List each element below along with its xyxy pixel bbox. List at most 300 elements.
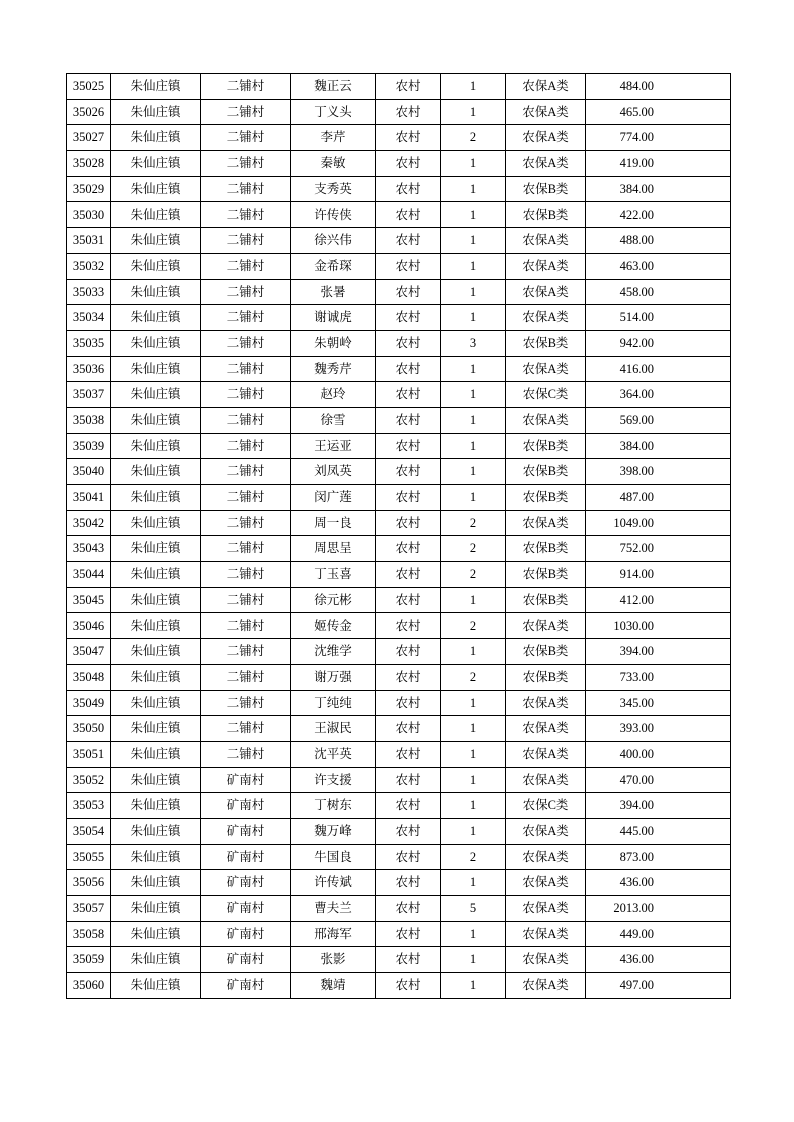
cell-village: 二铺村 [201,253,291,279]
cell-village: 矿南村 [201,767,291,793]
cell-amount: 394.00 [586,639,731,665]
cell-village: 二铺村 [201,99,291,125]
cell-amount: 449.00 [586,921,731,947]
table-row [67,202,731,228]
cell-id: 35038 [67,407,111,433]
cell-area-type: 农村 [376,279,441,305]
cell-amount: 497.00 [586,973,731,999]
cell-id: 35039 [67,433,111,459]
cell-town: 朱仙庄镇 [111,202,201,228]
cell-town: 朱仙庄镇 [111,510,201,536]
cell-amount: 364.00 [586,382,731,408]
cell-person-count: 1 [441,74,506,100]
cell-town: 朱仙庄镇 [111,330,201,356]
cell-person-name: 徐雪 [291,407,376,433]
cell-insurance-category: 农保A类 [506,356,586,382]
table-row [67,844,731,870]
cell-town: 朱仙庄镇 [111,973,201,999]
cell-village: 二铺村 [201,485,291,511]
cell-person-name: 魏秀芹 [291,356,376,382]
cell-person-name: 秦敏 [291,151,376,177]
cell-person-name: 邢海军 [291,921,376,947]
cell-town: 朱仙庄镇 [111,99,201,125]
cell-town: 朱仙庄镇 [111,639,201,665]
cell-village: 二铺村 [201,356,291,382]
cell-area-type: 农村 [376,74,441,100]
cell-village: 矿南村 [201,896,291,922]
cell-area-type: 农村 [376,793,441,819]
cell-town: 朱仙庄镇 [111,767,201,793]
cell-person-name: 徐元彬 [291,587,376,613]
table-row [67,382,731,408]
cell-person-name: 徐兴伟 [291,228,376,254]
cell-area-type: 农村 [376,716,441,742]
cell-town: 朱仙庄镇 [111,664,201,690]
cell-amount: 436.00 [586,870,731,896]
cell-area-type: 农村 [376,587,441,613]
cell-town: 朱仙庄镇 [111,690,201,716]
cell-town: 朱仙庄镇 [111,356,201,382]
cell-area-type: 农村 [376,356,441,382]
cell-person-count: 1 [441,151,506,177]
cell-village: 二铺村 [201,562,291,588]
cell-village: 矿南村 [201,947,291,973]
cell-area-type: 农村 [376,844,441,870]
cell-amount: 488.00 [586,228,731,254]
cell-person-name: 许传侠 [291,202,376,228]
cell-area-type: 农村 [376,562,441,588]
table-row [67,433,731,459]
cell-insurance-category: 农保C类 [506,382,586,408]
table-row [67,305,731,331]
table-row [67,587,731,613]
cell-village: 二铺村 [201,125,291,151]
table-row [67,921,731,947]
cell-person-name: 许传斌 [291,870,376,896]
table-row [67,176,731,202]
cell-person-name: 周思呈 [291,536,376,562]
table-row [67,818,731,844]
cell-person-count: 2 [441,664,506,690]
cell-id: 35027 [67,125,111,151]
cell-person-name: 丁义头 [291,99,376,125]
cell-area-type: 农村 [376,870,441,896]
table-row [67,279,731,305]
cell-amount: 398.00 [586,459,731,485]
cell-amount: 752.00 [586,536,731,562]
cell-id: 35056 [67,870,111,896]
cell-insurance-category: 农保B类 [506,485,586,511]
table-row [67,485,731,511]
cell-town: 朱仙庄镇 [111,613,201,639]
cell-area-type: 农村 [376,305,441,331]
cell-amount: 774.00 [586,125,731,151]
table-row [67,407,731,433]
cell-area-type: 农村 [376,818,441,844]
cell-amount: 873.00 [586,844,731,870]
cell-amount: 384.00 [586,433,731,459]
cell-amount: 394.00 [586,793,731,819]
cell-id: 35040 [67,459,111,485]
cell-insurance-category: 农保A类 [506,690,586,716]
cell-person-count: 1 [441,459,506,485]
cell-person-name: 朱朝岭 [291,330,376,356]
cell-town: 朱仙庄镇 [111,279,201,305]
cell-insurance-category: 农保A类 [506,767,586,793]
cell-id: 35051 [67,741,111,767]
cell-id: 35036 [67,356,111,382]
cell-person-count: 1 [441,176,506,202]
cell-insurance-category: 农保A类 [506,228,586,254]
cell-area-type: 农村 [376,99,441,125]
cell-insurance-category: 农保A类 [506,947,586,973]
cell-id: 35026 [67,99,111,125]
cell-amount: 484.00 [586,74,731,100]
cell-village: 二铺村 [201,176,291,202]
cell-id: 35048 [67,664,111,690]
cell-area-type: 农村 [376,741,441,767]
cell-person-count: 2 [441,536,506,562]
cell-id: 35047 [67,639,111,665]
cell-id: 35035 [67,330,111,356]
cell-village: 二铺村 [201,716,291,742]
cell-amount: 1030.00 [586,613,731,639]
cell-village: 二铺村 [201,305,291,331]
cell-area-type: 农村 [376,151,441,177]
cell-village: 二铺村 [201,459,291,485]
cell-town: 朱仙庄镇 [111,896,201,922]
cell-id: 35031 [67,228,111,254]
cell-amount: 569.00 [586,407,731,433]
cell-insurance-category: 农保C类 [506,793,586,819]
cell-person-name: 刘凤英 [291,459,376,485]
cell-id: 35030 [67,202,111,228]
cell-town: 朱仙庄镇 [111,125,201,151]
cell-insurance-category: 农保A类 [506,99,586,125]
cell-amount: 470.00 [586,767,731,793]
cell-amount: 465.00 [586,99,731,125]
cell-id: 35049 [67,690,111,716]
cell-area-type: 农村 [376,485,441,511]
cell-person-count: 1 [441,253,506,279]
cell-id: 35060 [67,973,111,999]
cell-insurance-category: 农保A类 [506,921,586,947]
cell-person-name: 曹夫兰 [291,896,376,922]
cell-person-name: 王运亚 [291,433,376,459]
cell-amount: 463.00 [586,253,731,279]
cell-person-name: 魏靖 [291,973,376,999]
cell-town: 朱仙庄镇 [111,253,201,279]
cell-town: 朱仙庄镇 [111,562,201,588]
cell-area-type: 农村 [376,947,441,973]
cell-insurance-category: 农保A类 [506,973,586,999]
cell-town: 朱仙庄镇 [111,459,201,485]
cell-area-type: 农村 [376,228,441,254]
cell-town: 朱仙庄镇 [111,716,201,742]
table-row [67,562,731,588]
table-row [67,228,731,254]
cell-insurance-category: 农保A类 [506,613,586,639]
cell-area-type: 农村 [376,767,441,793]
cell-town: 朱仙庄镇 [111,844,201,870]
cell-town: 朱仙庄镇 [111,485,201,511]
cell-town: 朱仙庄镇 [111,947,201,973]
cell-person-name: 魏正云 [291,74,376,100]
cell-person-name: 张影 [291,947,376,973]
cell-village: 二铺村 [201,279,291,305]
cell-insurance-category: 农保B类 [506,330,586,356]
cell-person-count: 1 [441,433,506,459]
cell-person-count: 1 [441,741,506,767]
cell-insurance-category: 农保B类 [506,536,586,562]
cell-insurance-category: 农保A类 [506,844,586,870]
cell-village: 二铺村 [201,330,291,356]
cell-person-count: 1 [441,947,506,973]
cell-village: 二铺村 [201,510,291,536]
cell-person-count: 1 [441,818,506,844]
table-row [67,716,731,742]
payment-table [66,73,731,999]
cell-amount: 458.00 [586,279,731,305]
cell-person-name: 丁玉喜 [291,562,376,588]
cell-amount: 384.00 [586,176,731,202]
cell-person-count: 1 [441,793,506,819]
cell-town: 朱仙庄镇 [111,407,201,433]
cell-village: 二铺村 [201,690,291,716]
table-row [67,125,731,151]
cell-person-name: 周一良 [291,510,376,536]
cell-person-name: 王淑民 [291,716,376,742]
cell-town: 朱仙庄镇 [111,151,201,177]
cell-person-count: 1 [441,639,506,665]
cell-insurance-category: 农保B类 [506,459,586,485]
cell-id: 35025 [67,74,111,100]
cell-person-name: 许支援 [291,767,376,793]
table-row [67,947,731,973]
cell-area-type: 农村 [376,613,441,639]
cell-town: 朱仙庄镇 [111,870,201,896]
cell-town: 朱仙庄镇 [111,536,201,562]
cell-amount: 416.00 [586,356,731,382]
cell-area-type: 农村 [376,510,441,536]
table-row [67,536,731,562]
cell-village: 二铺村 [201,639,291,665]
cell-person-count: 1 [441,587,506,613]
cell-id: 35033 [67,279,111,305]
table-row [67,459,731,485]
cell-person-name: 沈平英 [291,741,376,767]
cell-village: 矿南村 [201,844,291,870]
table-row [67,741,731,767]
cell-village: 二铺村 [201,382,291,408]
cell-person-count: 1 [441,921,506,947]
cell-person-count: 2 [441,613,506,639]
cell-area-type: 农村 [376,382,441,408]
cell-person-name: 牛国良 [291,844,376,870]
cell-village: 二铺村 [201,433,291,459]
cell-town: 朱仙庄镇 [111,818,201,844]
cell-area-type: 农村 [376,459,441,485]
cell-town: 朱仙庄镇 [111,921,201,947]
cell-amount: 1049.00 [586,510,731,536]
cell-town: 朱仙庄镇 [111,74,201,100]
cell-insurance-category: 农保B类 [506,202,586,228]
cell-area-type: 农村 [376,536,441,562]
cell-id: 35053 [67,793,111,819]
table-row [67,896,731,922]
cell-person-count: 2 [441,844,506,870]
cell-insurance-category: 农保B类 [506,433,586,459]
cell-person-count: 2 [441,510,506,536]
cell-area-type: 农村 [376,433,441,459]
cell-village: 二铺村 [201,151,291,177]
cell-village: 二铺村 [201,74,291,100]
cell-person-count: 1 [441,228,506,254]
cell-id: 35054 [67,818,111,844]
cell-town: 朱仙庄镇 [111,305,201,331]
cell-person-count: 1 [441,485,506,511]
cell-id: 35037 [67,382,111,408]
table-row [67,151,731,177]
cell-id: 35058 [67,921,111,947]
cell-insurance-category: 农保A类 [506,279,586,305]
cell-area-type: 农村 [376,407,441,433]
cell-insurance-category: 农保A类 [506,151,586,177]
cell-town: 朱仙庄镇 [111,433,201,459]
cell-person-count: 1 [441,202,506,228]
cell-town: 朱仙庄镇 [111,382,201,408]
cell-village: 二铺村 [201,202,291,228]
cell-insurance-category: 农保A类 [506,74,586,100]
cell-id: 35059 [67,947,111,973]
cell-person-name: 沈维学 [291,639,376,665]
cell-insurance-category: 农保A类 [506,407,586,433]
table-row [67,664,731,690]
cell-amount: 514.00 [586,305,731,331]
cell-area-type: 农村 [376,896,441,922]
cell-id: 35032 [67,253,111,279]
cell-village: 二铺村 [201,613,291,639]
cell-person-count: 5 [441,896,506,922]
table-row [67,870,731,896]
cell-insurance-category: 农保A类 [506,253,586,279]
cell-insurance-category: 农保A类 [506,870,586,896]
cell-amount: 436.00 [586,947,731,973]
cell-insurance-category: 农保B类 [506,176,586,202]
table-row [67,767,731,793]
table-row [67,253,731,279]
cell-person-name: 姬传金 [291,613,376,639]
table-row [67,74,731,100]
cell-insurance-category: 农保A类 [506,305,586,331]
cell-village: 二铺村 [201,536,291,562]
cell-id: 35052 [67,767,111,793]
cell-area-type: 农村 [376,176,441,202]
cell-insurance-category: 农保A类 [506,896,586,922]
cell-insurance-category: 农保A类 [506,510,586,536]
cell-person-count: 1 [441,716,506,742]
cell-id: 35045 [67,587,111,613]
table-row [67,613,731,639]
cell-amount: 419.00 [586,151,731,177]
cell-insurance-category: 农保B类 [506,562,586,588]
cell-id: 35046 [67,613,111,639]
cell-person-count: 1 [441,356,506,382]
cell-insurance-category: 农保A类 [506,125,586,151]
cell-village: 矿南村 [201,793,291,819]
cell-area-type: 农村 [376,639,441,665]
cell-insurance-category: 农保B类 [506,587,586,613]
cell-id: 35043 [67,536,111,562]
cell-amount: 2013.00 [586,896,731,922]
cell-amount: 914.00 [586,562,731,588]
cell-insurance-category: 农保B类 [506,639,586,665]
cell-id: 35028 [67,151,111,177]
cell-person-count: 1 [441,973,506,999]
cell-person-name: 谢诚虎 [291,305,376,331]
cell-id: 35055 [67,844,111,870]
cell-village: 矿南村 [201,921,291,947]
table-row [67,356,731,382]
cell-village: 二铺村 [201,741,291,767]
cell-person-name: 李芹 [291,125,376,151]
cell-town: 朱仙庄镇 [111,793,201,819]
cell-person-count: 1 [441,407,506,433]
cell-person-count: 1 [441,690,506,716]
document-page [66,73,731,999]
cell-person-name: 张暑 [291,279,376,305]
cell-area-type: 农村 [376,125,441,151]
cell-id: 35042 [67,510,111,536]
cell-village: 矿南村 [201,973,291,999]
cell-amount: 412.00 [586,587,731,613]
table-row [67,510,731,536]
cell-person-name: 丁树东 [291,793,376,819]
cell-person-count: 1 [441,382,506,408]
cell-person-name: 魏万峰 [291,818,376,844]
cell-insurance-category: 农保A类 [506,741,586,767]
cell-town: 朱仙庄镇 [111,587,201,613]
cell-id: 35041 [67,485,111,511]
cell-person-name: 金希琛 [291,253,376,279]
cell-insurance-category: 农保B类 [506,664,586,690]
table-row [67,99,731,125]
cell-insurance-category: 农保A类 [506,716,586,742]
cell-area-type: 农村 [376,202,441,228]
cell-amount: 422.00 [586,202,731,228]
cell-person-name: 闵广莲 [291,485,376,511]
cell-village: 矿南村 [201,870,291,896]
cell-person-name: 支秀英 [291,176,376,202]
cell-village: 二铺村 [201,228,291,254]
cell-person-name: 谢万强 [291,664,376,690]
cell-area-type: 农村 [376,330,441,356]
cell-town: 朱仙庄镇 [111,228,201,254]
table-body [67,74,731,999]
cell-person-count: 1 [441,305,506,331]
cell-amount: 445.00 [586,818,731,844]
table-row [67,330,731,356]
cell-id: 35034 [67,305,111,331]
cell-id: 35029 [67,176,111,202]
cell-area-type: 农村 [376,973,441,999]
cell-person-count: 1 [441,870,506,896]
cell-village: 二铺村 [201,664,291,690]
table-row [67,690,731,716]
cell-amount: 400.00 [586,741,731,767]
cell-insurance-category: 农保A类 [506,818,586,844]
table-row [67,793,731,819]
